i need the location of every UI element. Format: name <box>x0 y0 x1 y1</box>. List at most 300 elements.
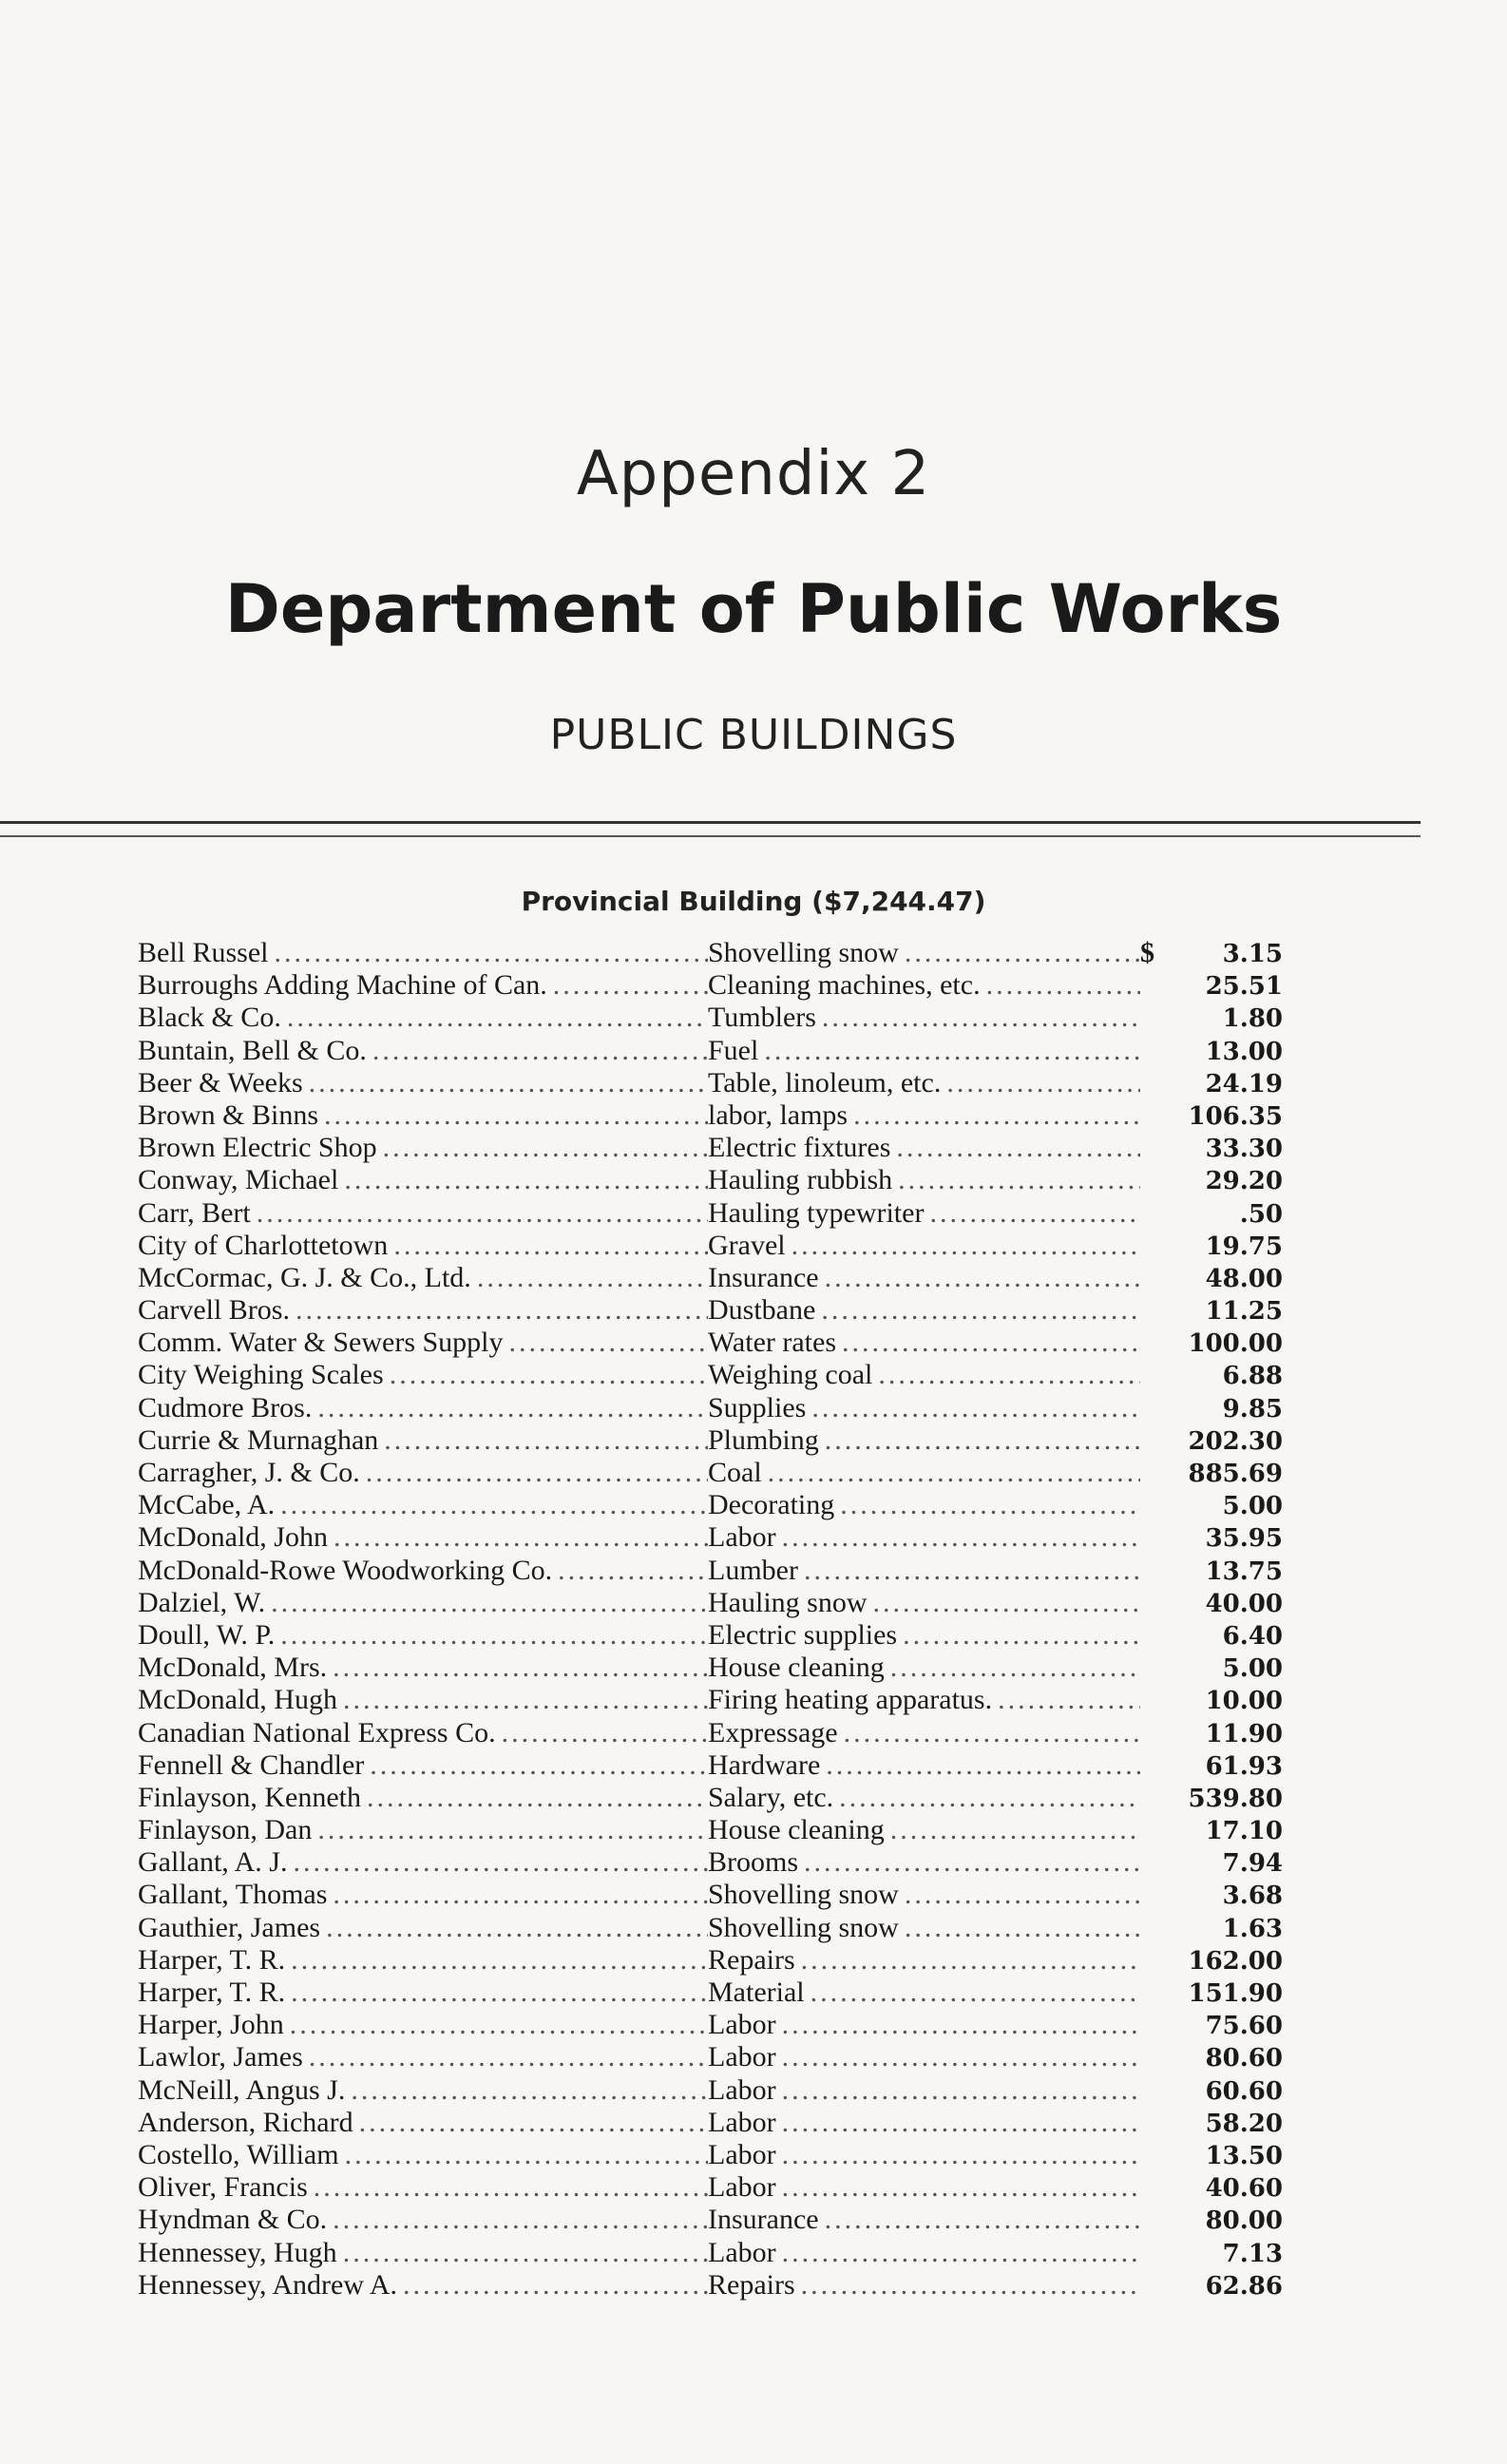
description-cell <box>708 1359 1140 1391</box>
expense-ledger <box>138 937 1297 2302</box>
description-text: Cleaning machines, etc. <box>708 969 981 1002</box>
payee-name: Beer & Weeks <box>138 1066 303 1098</box>
dot-leader <box>334 1521 708 1554</box>
description-text: Insurance <box>708 1261 819 1293</box>
ledger-row <box>138 1749 1297 1782</box>
description-text: Insurance <box>708 2204 819 2236</box>
amount-cell: 48.00 <box>1205 1264 1283 1293</box>
ledger-row <box>138 1684 1297 1716</box>
description-text: Electric fixtures <box>708 1132 891 1164</box>
description-cell <box>708 1424 1140 1457</box>
payee-name: Brown & Binns <box>138 1098 319 1131</box>
description-text: Lumber <box>708 1554 798 1586</box>
description-cell <box>708 937 1140 969</box>
amount-cell: 35.95 <box>1205 1524 1283 1554</box>
description-text: Water rates <box>708 1327 836 1359</box>
dot-leader <box>844 1717 1140 1749</box>
ledger-row <box>138 1067 1297 1099</box>
description-text: Hardware <box>708 1748 821 1781</box>
description-cell <box>708 1912 1140 1944</box>
amount-cell: 6.88 <box>1222 1362 1283 1391</box>
ledger-row <box>138 1619 1297 1652</box>
payee-name: Gauthier, James <box>138 1911 321 1943</box>
dot-leader <box>905 937 1140 969</box>
payee-cell <box>138 937 708 969</box>
description-cell <box>708 2171 1140 2204</box>
amount-cell: 19.75 <box>1205 1232 1283 1261</box>
ledger-row <box>138 1717 1297 1749</box>
dot-leader <box>764 1035 1140 1067</box>
payee-cell <box>138 1977 708 2009</box>
amount-cell: 3.68 <box>1222 1881 1283 1911</box>
payee-name: Burroughs Adding Machine of Can. <box>138 969 547 1002</box>
amount-cell: 11.90 <box>1205 1719 1283 1748</box>
payee-name: City of Charlottetown <box>138 1229 389 1261</box>
payee-cell <box>138 1489 708 1521</box>
dot-leader <box>811 1392 1140 1424</box>
payee-cell <box>138 2041 708 2073</box>
payee-name: Hyndman & Co. <box>138 2204 328 2236</box>
description-text: Labor <box>708 2041 776 2073</box>
dot-leader <box>280 1489 708 1521</box>
dot-leader <box>782 1521 1140 1554</box>
dot-leader <box>553 969 708 1002</box>
payee-name: McCormac, G. J. & Co., Ltd. <box>138 1261 471 1293</box>
payee-name: Cudmore Bros. <box>138 1391 313 1423</box>
description-cell <box>708 1132 1140 1164</box>
payee-cell <box>138 1587 708 1619</box>
dot-leader <box>839 1782 1140 1814</box>
dot-leader <box>782 2139 1140 2171</box>
dot-leader <box>826 1749 1140 1782</box>
dot-leader <box>890 1652 1140 1684</box>
description-cell <box>708 1814 1140 1846</box>
description-text: Labor <box>708 2009 776 2041</box>
subsection-heading: Provincial Building ($7,244.47) <box>521 886 986 917</box>
payee-cell <box>138 1002 708 1034</box>
payee-name: Bell Russel <box>138 937 269 968</box>
payee-cell <box>138 2009 708 2041</box>
dot-leader <box>782 2009 1140 2041</box>
payee-name: Oliver, Francis <box>138 2171 308 2204</box>
dot-leader <box>291 1944 708 1977</box>
appendix-title: Appendix 2 <box>576 439 931 509</box>
amount-cell: 80.60 <box>1205 2044 1283 2073</box>
payee-cell <box>138 2139 708 2171</box>
payee-cell <box>138 1067 708 1099</box>
description-text: Repairs <box>708 2268 795 2301</box>
dot-leader <box>903 1619 1140 1652</box>
payee-name: Conway, Michael <box>138 1164 339 1196</box>
ledger-row <box>138 1846 1297 1879</box>
description-cell <box>708 1489 1140 1521</box>
dot-leader <box>782 2237 1140 2269</box>
ledger-row <box>138 937 1297 969</box>
payee-name: McCabe, A. <box>138 1489 276 1521</box>
description-cell <box>708 1262 1140 1294</box>
payee-cell <box>138 1814 708 1846</box>
payee-cell <box>138 2107 708 2139</box>
description-cell <box>708 2009 1140 2041</box>
description-cell <box>708 1035 1140 1067</box>
description-cell <box>708 1164 1140 1196</box>
payee-cell <box>138 1846 708 1879</box>
dot-leader <box>393 1230 708 1262</box>
payee-cell <box>138 1327 708 1359</box>
ledger-row <box>138 1099 1297 1132</box>
description-cell <box>708 1587 1140 1619</box>
dot-leader <box>384 1424 708 1457</box>
ledger-row <box>138 2074 1297 2107</box>
payee-name: Doull, W. P. <box>138 1618 276 1651</box>
ledger-row <box>138 1782 1297 1814</box>
dot-leader <box>905 1879 1140 1911</box>
amount-cell: 885.69 <box>1188 1460 1283 1488</box>
amount-cell: 75.60 <box>1205 2012 1283 2041</box>
dot-leader <box>801 2269 1140 2302</box>
payee-cell <box>138 1521 708 1554</box>
payee-name: Dalziel, W. <box>138 1586 266 1618</box>
payee-cell <box>138 1197 708 1230</box>
payee-cell <box>138 2074 708 2107</box>
ledger-row <box>138 2041 1297 2073</box>
payee-cell <box>138 1035 708 1067</box>
payee-name: McDonald, Hugh <box>138 1684 337 1716</box>
dot-leader <box>345 2139 708 2171</box>
amount-cell: .50 <box>1239 1199 1283 1229</box>
ledger-row <box>138 1230 1297 1262</box>
payee-name: Gallant, A. J. <box>138 1846 288 1879</box>
amount-cell: 9.85 <box>1222 1394 1283 1423</box>
description-text: Labor <box>708 2171 776 2204</box>
dot-leader <box>372 1035 708 1067</box>
ledger-row <box>138 1977 1297 2009</box>
payee-name: Fennell & Chandler <box>138 1748 365 1781</box>
amount-cell: 6.40 <box>1222 1621 1283 1651</box>
payee-name: Carvell Bros. <box>138 1294 290 1327</box>
amount-cell: 5.00 <box>1222 1492 1283 1521</box>
payee-cell <box>138 2171 708 2204</box>
ledger-row <box>138 1359 1297 1391</box>
payee-name: City Weighing Scales <box>138 1359 384 1391</box>
dot-leader <box>324 1099 708 1132</box>
payee-name: McDonald-Rowe Woodworking Co. <box>138 1554 553 1586</box>
payee-name: McDonald, John <box>138 1521 328 1554</box>
description-cell <box>708 1067 1140 1099</box>
dot-leader <box>825 1424 1140 1457</box>
description-cell <box>708 1392 1140 1424</box>
description-cell <box>708 1749 1140 1782</box>
dot-leader <box>825 1262 1140 1294</box>
payee-cell <box>138 1099 708 1132</box>
ledger-row <box>138 2009 1297 2041</box>
dot-leader <box>271 1587 708 1619</box>
ledger-row <box>138 1912 1297 1944</box>
description-text: Repairs <box>708 1943 795 1976</box>
ledger-row <box>138 1294 1297 1327</box>
ledger-row <box>138 1164 1297 1196</box>
payee-name: Canadian National Express Co. <box>138 1716 496 1748</box>
description-text: Decorating <box>708 1489 835 1521</box>
payee-name: Harper, T. R. <box>138 1977 286 2008</box>
dot-leader <box>801 1944 1140 1977</box>
description-text: Hauling snow <box>708 1586 868 1618</box>
description-cell <box>708 1684 1140 1716</box>
payee-cell <box>138 1912 708 1944</box>
dot-leader <box>792 1230 1140 1262</box>
amount-cell: 162.00 <box>1188 1946 1283 1976</box>
dot-leader <box>333 1879 708 1911</box>
payee-name: Buntain, Bell & Co. <box>138 1034 367 1066</box>
payee-name: Anderson, Richard <box>138 2106 353 2138</box>
dot-leader <box>290 2009 708 2041</box>
payee-cell <box>138 1262 708 1294</box>
description-cell <box>708 2237 1140 2269</box>
ledger-row <box>138 2107 1297 2139</box>
dot-leader <box>257 1197 708 1230</box>
dot-leader <box>296 1294 708 1327</box>
description-text: Weighing coal <box>708 1359 873 1391</box>
description-text: Labor <box>708 2106 776 2138</box>
description-cell <box>708 2204 1140 2236</box>
description-cell <box>708 969 1140 1002</box>
description-text: Labor <box>708 2138 776 2170</box>
dot-leader <box>558 1555 708 1587</box>
payee-cell <box>138 1359 708 1391</box>
payee-cell <box>138 2204 708 2236</box>
payee-cell <box>138 1619 708 1652</box>
amount-cell: 25.51 <box>1205 972 1283 1002</box>
amount-cell: 29.20 <box>1205 1167 1283 1196</box>
payee-name: Finlayson, Dan <box>138 1814 313 1846</box>
ledger-row <box>138 2204 1297 2236</box>
payee-name: Currie & Murnaghan <box>138 1423 379 1456</box>
payee-cell <box>138 1424 708 1457</box>
ledger-row <box>138 969 1297 1002</box>
amount-cell: 24.19 <box>1205 1069 1283 1098</box>
amount-cell: 40.00 <box>1205 1589 1283 1618</box>
ledger-row <box>138 2171 1297 2204</box>
description-text: Salary, etc. <box>708 1781 834 1813</box>
payee-name: Carragher, J. & Co. <box>138 1457 360 1488</box>
payee-name: Black & Co. <box>138 1002 281 1034</box>
dot-leader <box>343 2237 708 2269</box>
payee-cell <box>138 969 708 1002</box>
payee-cell <box>138 1879 708 1911</box>
description-text: labor, lamps <box>708 1098 849 1131</box>
dot-leader <box>403 2269 708 2302</box>
description-text: Material <box>708 1977 805 2008</box>
description-cell <box>708 1717 1140 1749</box>
payee-name: McNeill, Angus J. <box>138 2073 346 2106</box>
dot-leader <box>898 1164 1140 1196</box>
description-text: Coal <box>708 1457 762 1488</box>
description-cell <box>708 2074 1140 2107</box>
amount-cell: 80.00 <box>1205 2206 1283 2236</box>
dot-leader <box>853 1099 1140 1132</box>
payee-cell <box>138 1684 708 1716</box>
dot-leader <box>390 1359 708 1391</box>
ledger-row <box>138 1879 1297 1911</box>
payee-cell <box>138 1132 708 1164</box>
description-cell <box>708 1555 1140 1587</box>
dot-leader <box>804 1846 1140 1879</box>
payee-cell <box>138 1457 708 1489</box>
dot-leader <box>842 1327 1140 1359</box>
dot-leader <box>825 2204 1140 2236</box>
description-text: Hauling typewriter <box>708 1196 925 1229</box>
amount-cell: 58.20 <box>1205 2109 1283 2138</box>
ledger-row <box>138 1652 1297 1684</box>
dot-leader <box>782 2041 1140 2073</box>
description-text: Table, linoleum, etc. <box>708 1066 942 1098</box>
description-text: Firing heating apparatus. <box>708 1684 993 1716</box>
description-text: Expressage <box>708 1716 838 1748</box>
payee-cell <box>138 1944 708 1977</box>
dot-leader <box>821 1294 1140 1327</box>
amount-cell: 62.86 <box>1205 2271 1283 2301</box>
dot-leader <box>317 1392 708 1424</box>
dot-leader <box>367 1782 708 1814</box>
dot-leader <box>314 2171 708 2204</box>
description-cell <box>708 1230 1140 1262</box>
dot-leader <box>359 2107 708 2139</box>
dot-leader <box>890 1814 1140 1846</box>
payee-name: Comm. Water & Sewers Supply <box>138 1327 504 1359</box>
dot-leader <box>804 1555 1140 1587</box>
description-cell <box>708 2139 1140 2171</box>
description-cell <box>708 1197 1140 1230</box>
amount-cell: 539.80 <box>1188 1784 1283 1813</box>
amount-cell: 7.13 <box>1222 2239 1283 2268</box>
description-text: Shovelling snow <box>708 1879 899 1911</box>
dot-leader <box>782 2074 1140 2107</box>
dot-leader <box>294 1846 709 1879</box>
dot-leader <box>782 2171 1140 2204</box>
ledger-row <box>138 1327 1297 1359</box>
ledger-row <box>138 1392 1297 1424</box>
dot-leader <box>905 1912 1140 1944</box>
dot-leader <box>946 1067 1140 1099</box>
dot-leader <box>929 1197 1140 1230</box>
amount-cell: 202.30 <box>1188 1426 1283 1456</box>
description-cell <box>708 1977 1140 2009</box>
payee-name: Hennessey, Andrew A. <box>138 2268 398 2301</box>
description-cell <box>708 1846 1140 1879</box>
ledger-row <box>138 2269 1297 2302</box>
amount-cell: 3.15 <box>1222 940 1283 968</box>
description-text: Hauling rubbish <box>708 1164 893 1196</box>
description-text: Labor <box>708 2236 776 2268</box>
double-rule-divider <box>0 821 1421 837</box>
description-cell <box>708 1879 1140 1911</box>
ledger-row <box>138 1587 1297 1619</box>
amount-cell: 13.75 <box>1205 1557 1283 1586</box>
dot-leader <box>309 2041 708 2073</box>
description-cell <box>708 1944 1140 1977</box>
dot-leader <box>509 1327 708 1359</box>
amount-cell: 40.60 <box>1205 2174 1283 2204</box>
amount-cell: 33.30 <box>1205 1135 1283 1164</box>
payee-name: Harper, T. R. <box>138 1943 286 1976</box>
dot-leader <box>291 1977 708 2009</box>
payee-name: Finlayson, Kenneth <box>138 1781 361 1813</box>
description-text: Shovelling snow <box>708 1911 899 1943</box>
description-text: Labor <box>708 1521 776 1554</box>
ledger-row <box>138 1197 1297 1230</box>
dot-leader <box>998 1684 1140 1716</box>
amount-cell: 17.10 <box>1205 1817 1283 1846</box>
payee-name: Gallant, Thomas <box>138 1879 328 1911</box>
department-title: Department of Public Works <box>224 570 1283 648</box>
dot-leader <box>822 1002 1140 1034</box>
dot-leader <box>317 1814 708 1846</box>
payee-name: Brown Electric Shop <box>138 1132 377 1164</box>
description-cell <box>708 1652 1140 1684</box>
dot-leader <box>502 1717 708 1749</box>
description-text: Fuel <box>708 1034 759 1066</box>
description-cell <box>708 1327 1140 1359</box>
amount-cell: 61.93 <box>1205 1751 1283 1781</box>
ledger-row <box>138 1814 1297 1846</box>
payee-name: Hennessey, Hugh <box>138 2236 337 2268</box>
dot-leader <box>840 1489 1140 1521</box>
ledger-row <box>138 1521 1297 1554</box>
payee-name: Carr, Bert <box>138 1196 251 1229</box>
dot-leader <box>326 1912 708 1944</box>
ledger-row <box>138 1262 1297 1294</box>
payee-name: Costello, William <box>138 2138 339 2170</box>
dot-leader <box>811 1977 1140 2009</box>
amount-cell: 151.90 <box>1188 1979 1283 2008</box>
payee-name: Lawlor, James <box>138 2041 303 2073</box>
description-text: Labor <box>708 2073 776 2106</box>
dot-leader <box>782 2107 1140 2139</box>
dot-leader <box>370 1749 708 1782</box>
dot-leader <box>873 1587 1141 1619</box>
dot-leader <box>275 937 708 969</box>
amount-cell: 13.00 <box>1205 1037 1283 1066</box>
description-text: Dustbane <box>708 1294 816 1327</box>
amount-cell: 7.94 <box>1222 1849 1283 1879</box>
amount-cell: 5.00 <box>1222 1654 1283 1684</box>
payee-cell <box>138 1164 708 1196</box>
dot-leader <box>986 969 1140 1002</box>
description-text: Tumblers <box>708 1002 816 1034</box>
ledger-row <box>138 2237 1297 2269</box>
ledger-row <box>138 1132 1297 1164</box>
description-cell <box>708 1521 1140 1554</box>
amount-cell: 106.35 <box>1188 1101 1283 1131</box>
description-text: Shovelling snow <box>708 937 899 968</box>
description-text: Gravel <box>708 1229 786 1261</box>
description-cell <box>708 1099 1140 1132</box>
description-text: Brooms <box>708 1846 799 1879</box>
dot-leader <box>333 2204 708 2236</box>
amount-cell: 100.00 <box>1188 1329 1283 1359</box>
description-text: Supplies <box>708 1391 807 1423</box>
dot-leader <box>896 1132 1140 1164</box>
amount-cell: 11.25 <box>1205 1297 1283 1327</box>
description-cell <box>708 1457 1140 1489</box>
description-cell <box>708 2269 1140 2302</box>
currency-symbol: $ <box>1140 937 1154 968</box>
payee-cell <box>138 1652 708 1684</box>
description-cell <box>708 1782 1140 1814</box>
ledger-row <box>138 1944 1297 1977</box>
dot-leader <box>344 1164 708 1196</box>
description-cell <box>708 1294 1140 1327</box>
